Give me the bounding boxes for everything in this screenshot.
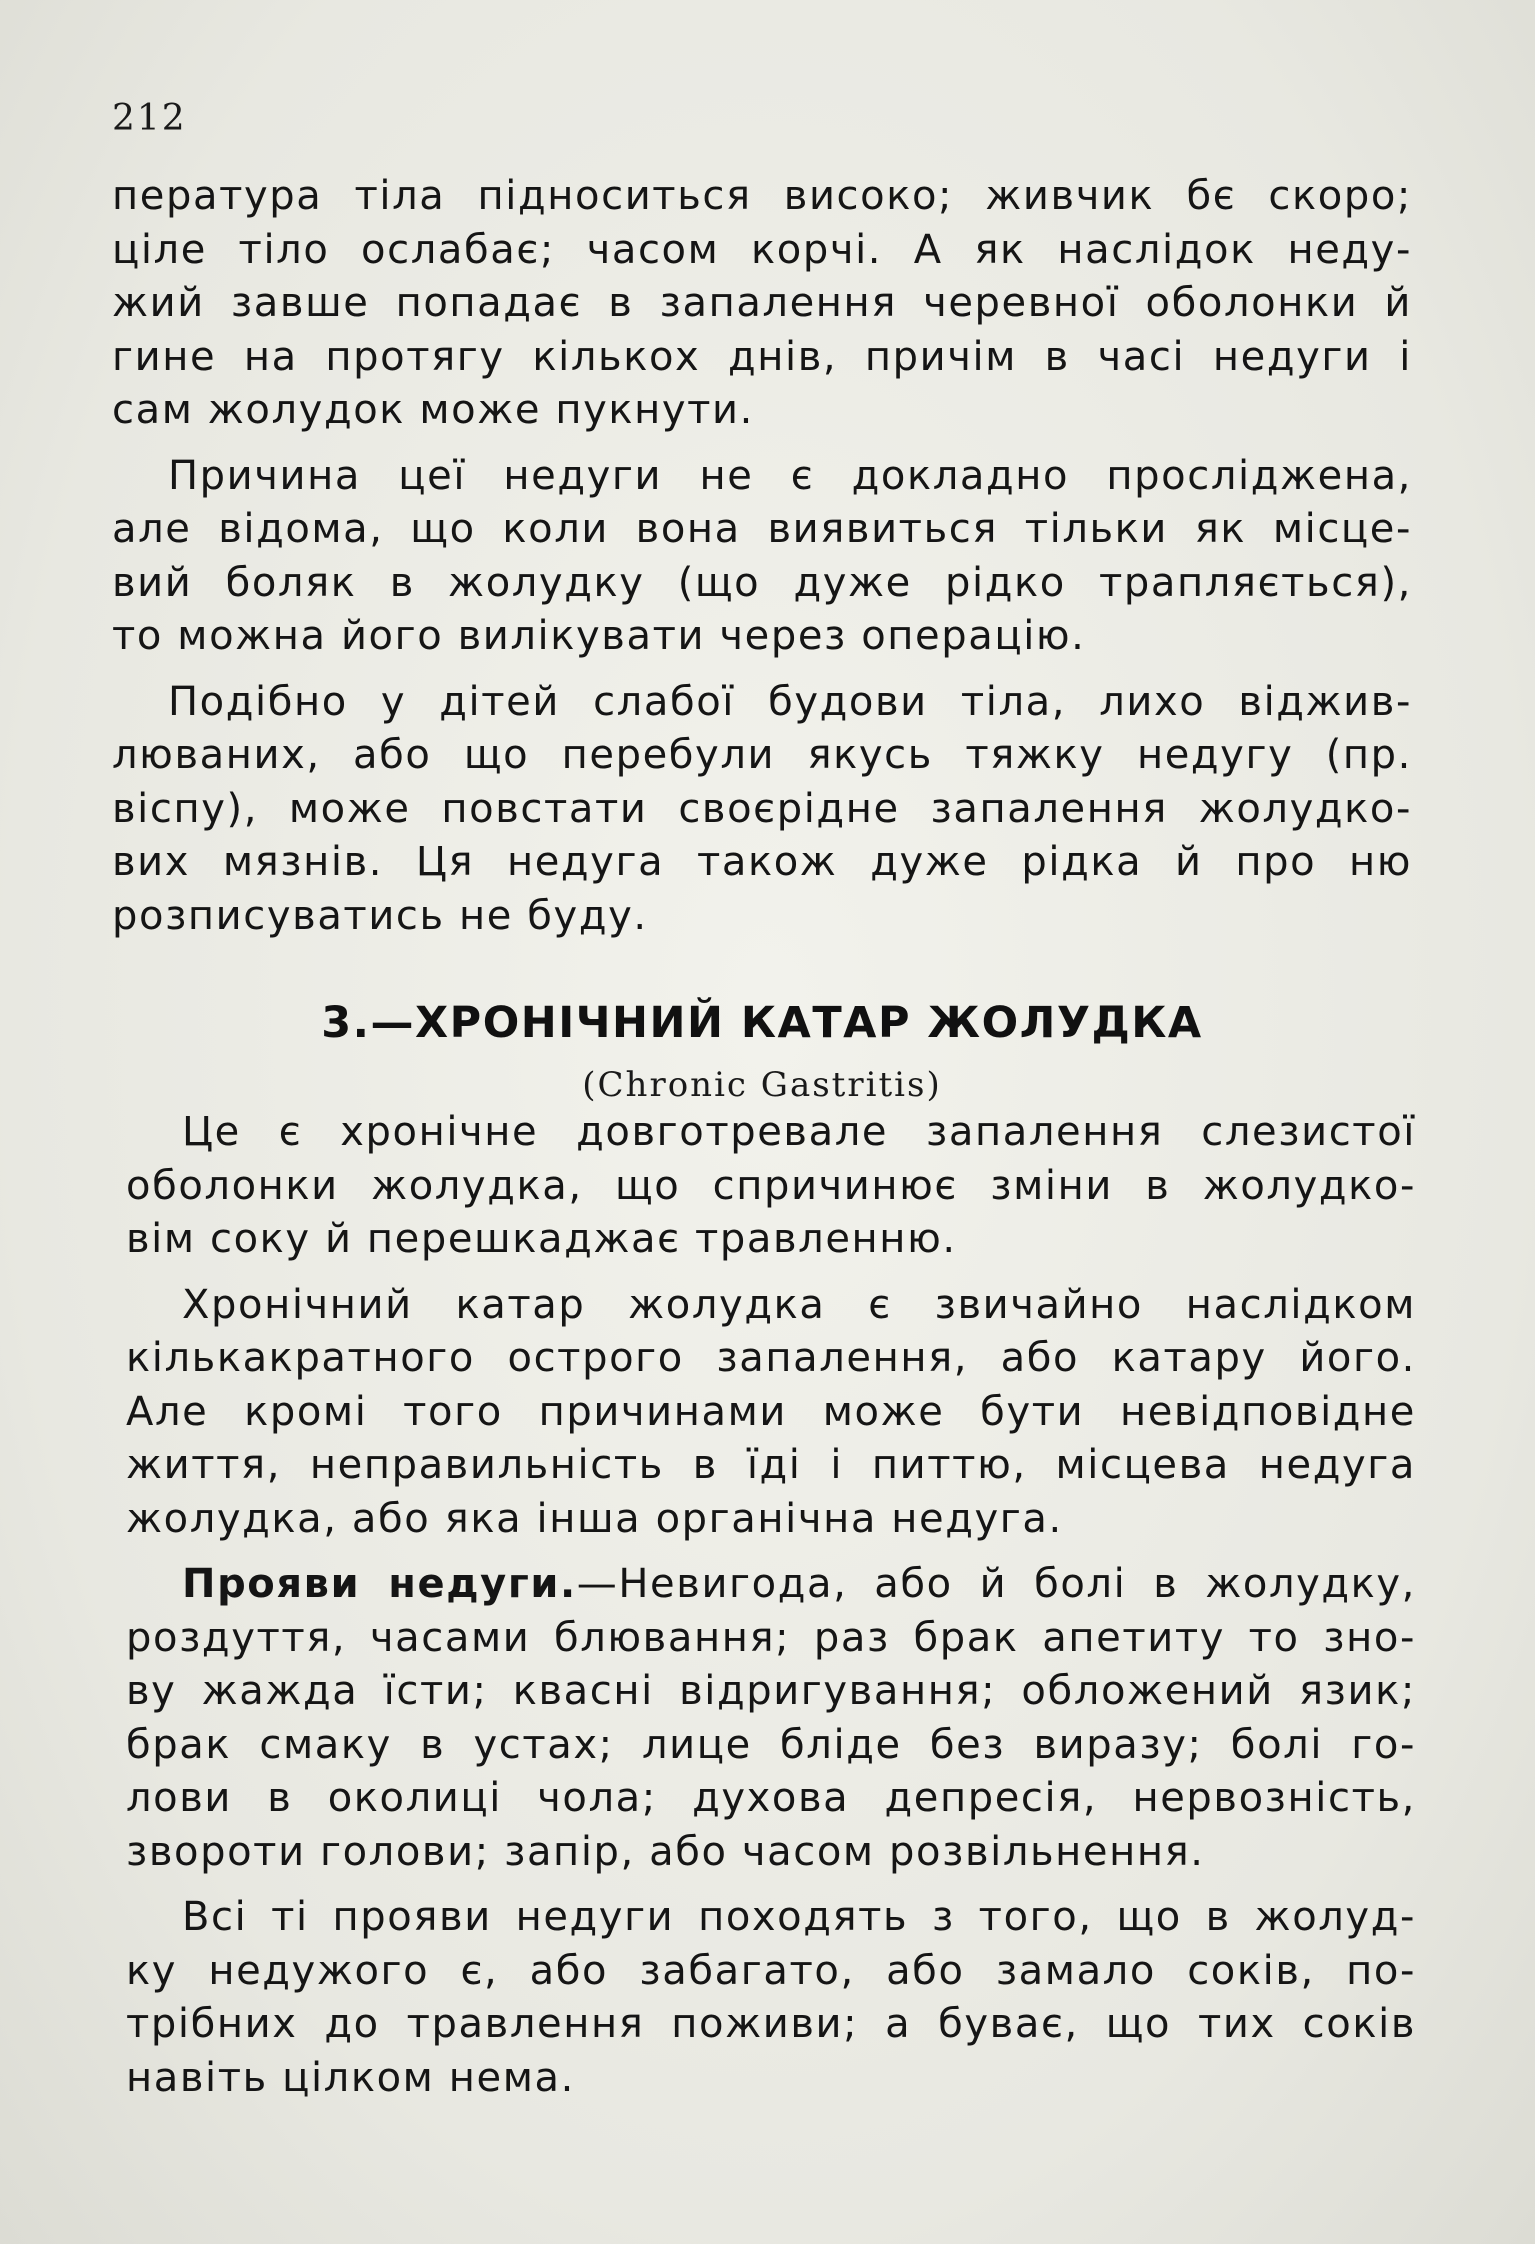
upper-text bbox=[112, 170, 1412, 943]
text-line: вих мязнів. Ця недуга також дуже рідка й про ню bbox=[112, 839, 1412, 885]
text-line: трібних до травлення поживи; а буває, що тих соків bbox=[126, 2001, 1416, 2047]
text-line: оболонки жолудка, що спричинює зміни в жолудко- bbox=[126, 1162, 1416, 1209]
text-line: віспу), може повстати своєрідне запалення жолудко- bbox=[112, 785, 1412, 832]
section-heading: 3.—ХРОНІЧНИЙ КАТАР ЖОЛУДКА bbox=[321, 998, 1203, 1048]
text-line: Причина цеї недуги не є докладно прослiджена, bbox=[168, 452, 1412, 499]
text-line: Але кромі того причинами може бути невідповідне bbox=[126, 1388, 1416, 1435]
section-subheading: (Chronic Gastritis) bbox=[582, 1065, 942, 1105]
text-line: звороти голови; запір, або часом розвільнення. bbox=[126, 1828, 1205, 1875]
text-line: ку недужого є, або забагато, або замало соків, по- bbox=[126, 1947, 1416, 1994]
text-line: лови в околиці чола; духова депресія, нервозність, bbox=[126, 1775, 1416, 1821]
all-symptoms-paragraph bbox=[126, 1891, 1416, 2105]
chronic-paragraph bbox=[126, 1279, 1416, 1547]
text-line bbox=[126, 1558, 1416, 1612]
symptoms-paragraph bbox=[126, 1558, 1416, 1879]
text-line: брак смаку в устах; лице бліде без виразу; болі го- bbox=[126, 1721, 1416, 1768]
text-line: розписуватись не буду. bbox=[112, 892, 648, 939]
text-line: пература тіла підноситься високо; живчик бє скоро; bbox=[112, 173, 1412, 219]
text-line: гине на протягу кількох днів, причім в часі недуги і bbox=[112, 333, 1412, 380]
definition-paragraph bbox=[126, 1106, 1416, 1267]
text-line: вий боляк в жолудку (що дуже рідко трапляється), bbox=[112, 559, 1412, 606]
text-line: кількакратного острого запалення, або катару його. bbox=[126, 1335, 1416, 1381]
intro-paragraph bbox=[112, 170, 1412, 438]
text-line: навіть цілком нема. bbox=[126, 2054, 575, 2101]
text-line: але відома, що коли вона виявиться тільки як місце- bbox=[112, 506, 1412, 552]
symptoms-lead: Прояви недуги. bbox=[182, 1561, 577, 1607]
text-line: сам жолудок може пукнути. bbox=[112, 387, 754, 433]
text-line: Подібно у дітей слабої будови тіла, лихо віджив- bbox=[168, 678, 1412, 725]
text-line: жий завше попадає в запалення черевної оболонки й bbox=[112, 280, 1412, 326]
symptoms-first-line: —Невигода, або й болі в жолудку, bbox=[576, 1561, 1416, 1607]
text-line: Це є хронічне довготревале запалення слезистої bbox=[182, 1109, 1416, 1155]
text-line: жолудка, або яка інша органічна недуга. bbox=[126, 1495, 1063, 1542]
text-line: ціле тіло ослабає; часом корчі. А як наслідок неду- bbox=[112, 226, 1412, 273]
text-line: люваних, або що перебули якусь тяжку недугу (пр. bbox=[112, 732, 1412, 778]
text-line: ву жажда їсти; квасні відригування; обложений язик; bbox=[126, 1668, 1416, 1714]
children-paragraph bbox=[112, 676, 1412, 944]
cause-paragraph bbox=[112, 450, 1412, 664]
text-line: роздуття, часами блювання; раз брак апетиту то зно- bbox=[126, 1614, 1416, 1661]
page-number: 212 bbox=[112, 98, 187, 139]
text-line: вім соку й перешкаджає травленню. bbox=[126, 1216, 957, 1262]
lower-text bbox=[126, 1106, 1416, 2105]
text-line: Всі ті прояви недуги походять з того, що в жолуд- bbox=[182, 1894, 1416, 1940]
text-line: то можна його вилікувати через операцію. bbox=[112, 613, 1086, 659]
text-line: життя, неправильність в їді і питтю, місцева недуга bbox=[126, 1442, 1416, 1488]
text-line: Хронічний катар жолудка є звичайно наслідком bbox=[182, 1281, 1416, 1328]
